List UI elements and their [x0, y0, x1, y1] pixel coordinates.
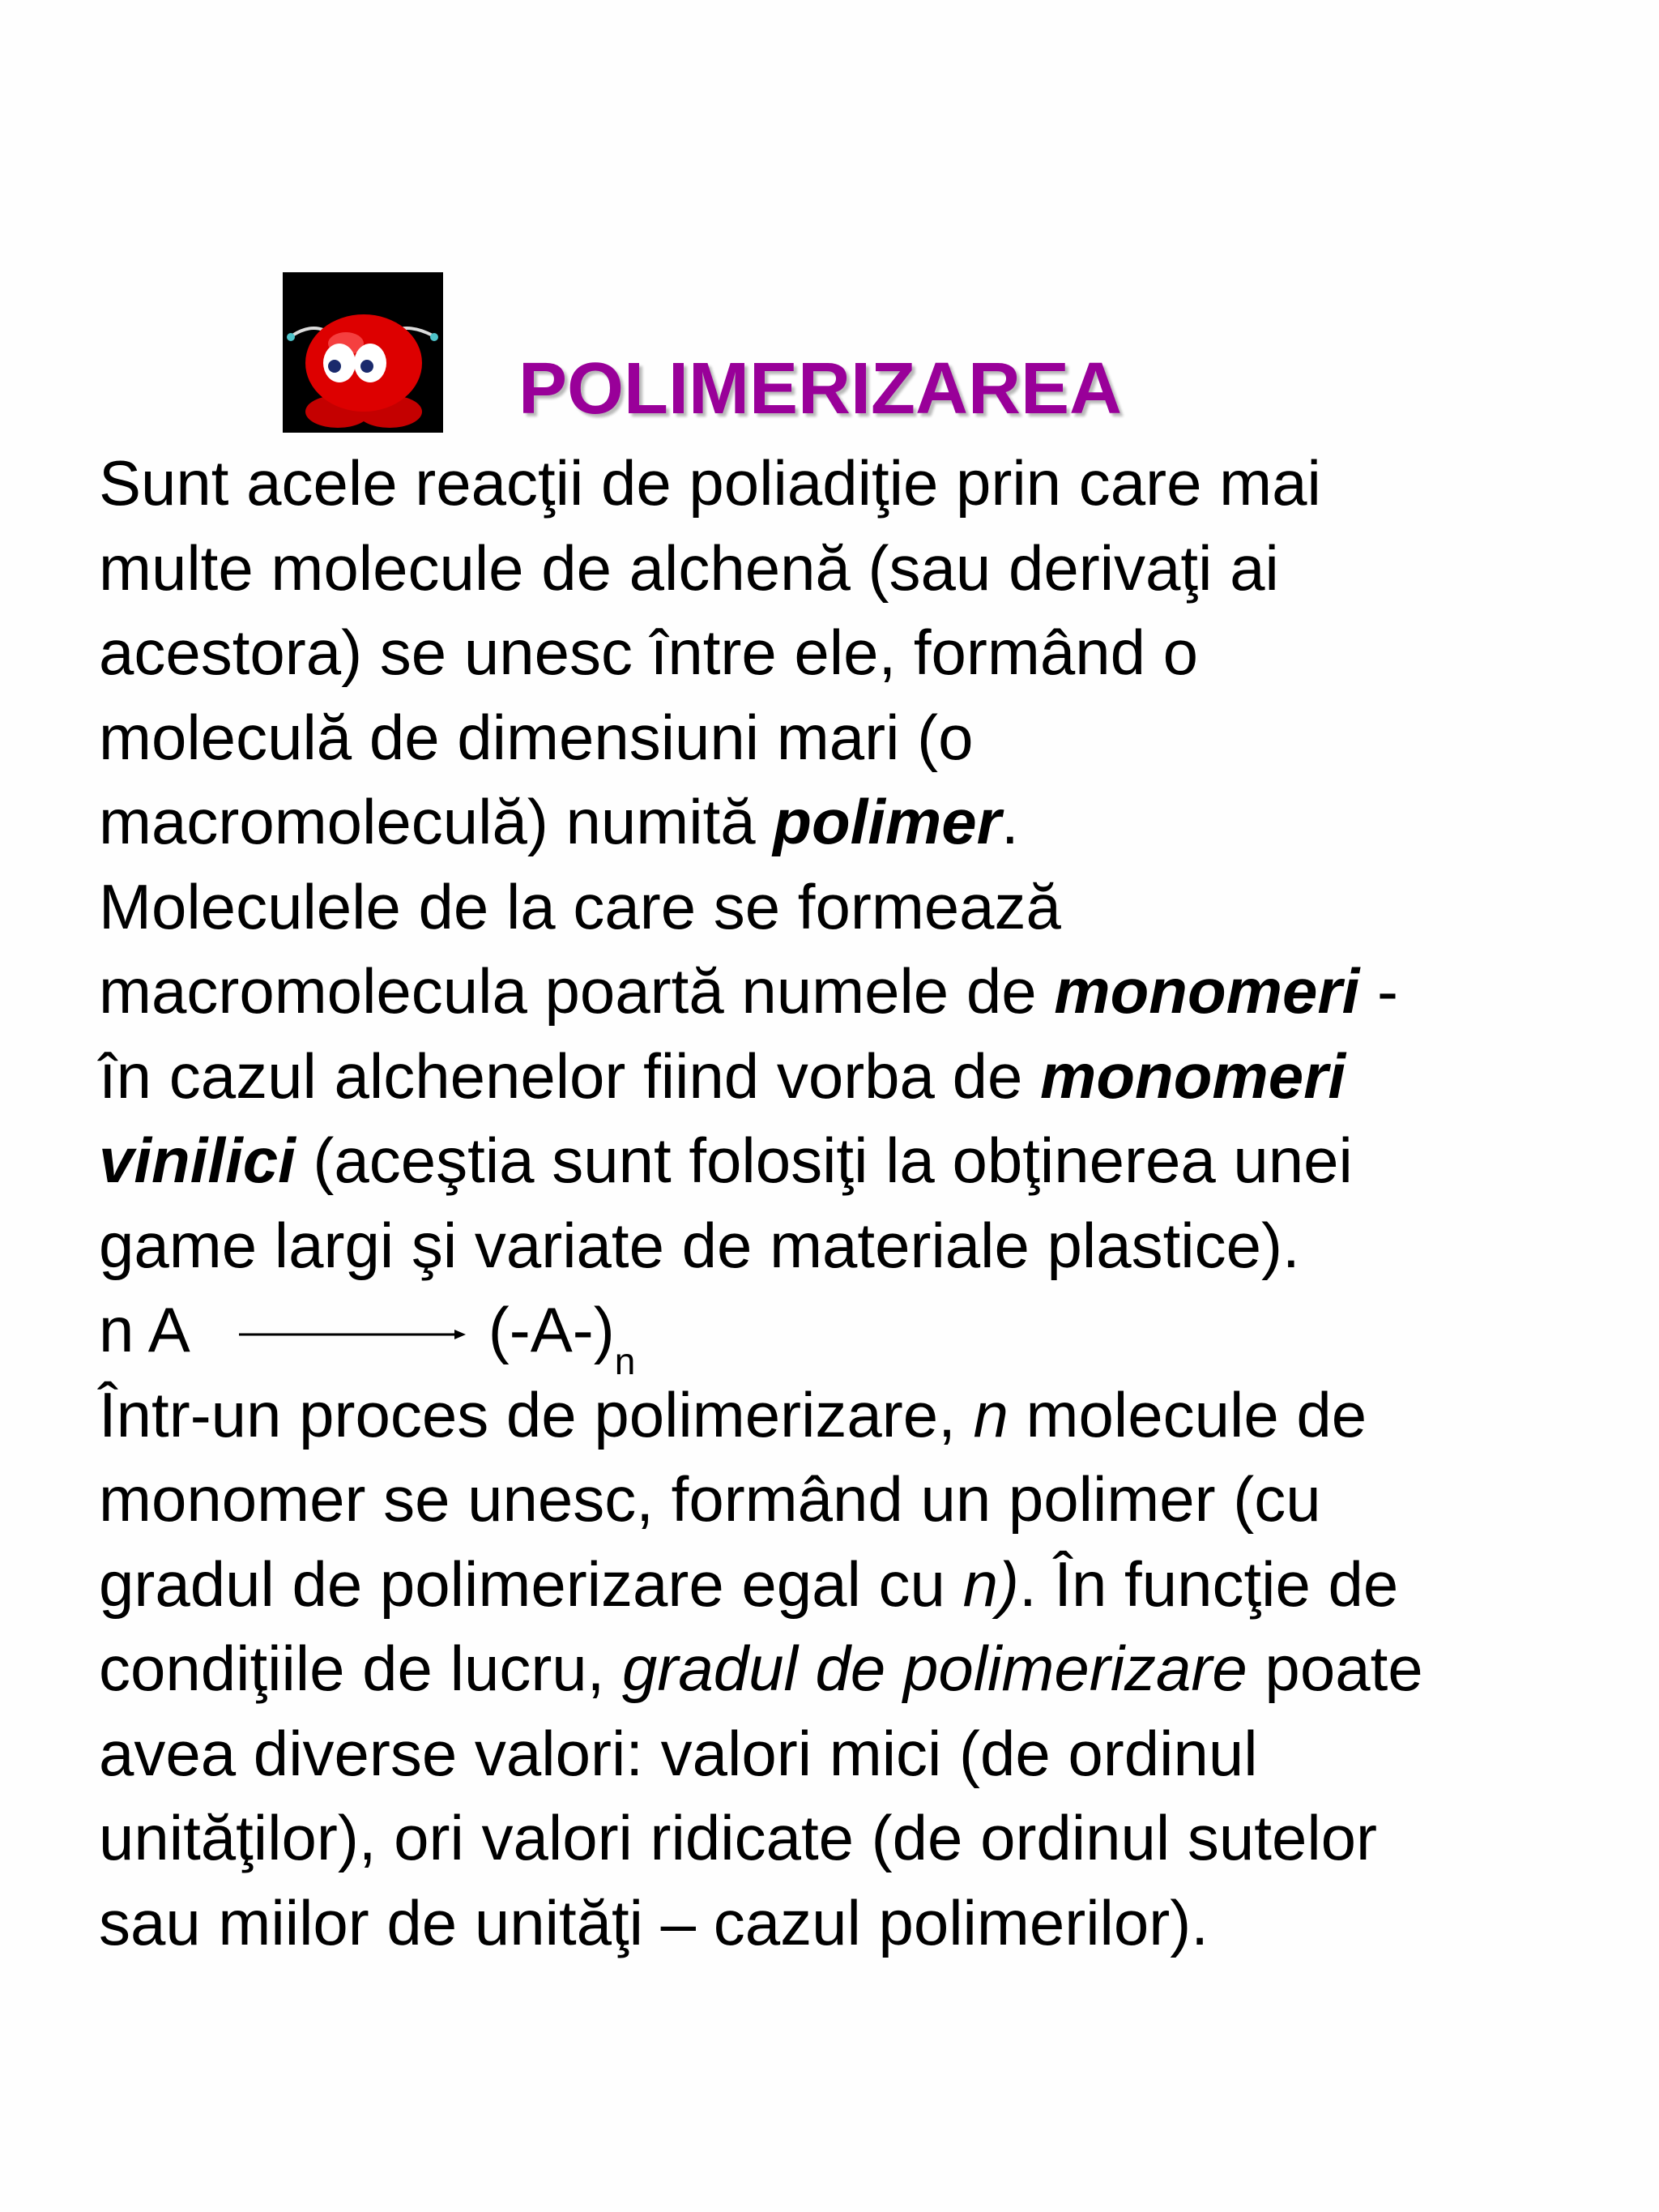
italic-n: n — [973, 1378, 1009, 1450]
equation-product: (-A-) — [488, 1294, 615, 1365]
equation-subscript: n — [614, 1340, 636, 1382]
text-line: Sunt acele reacţii de poliadiţie prin care mai — [99, 447, 1321, 519]
text-line — [99, 1118, 1622, 1203]
red-cartoon-creature-icon — [283, 272, 443, 433]
italic-n: n) — [962, 1548, 1019, 1620]
term-vinilici: vinilici — [99, 1125, 296, 1196]
text-segment: (aceştia sunt folosiţi la obţinerea unei — [295, 1125, 1353, 1196]
text-line — [99, 1542, 1622, 1627]
text-segment: în cazul alchenelor fiind vorba de — [99, 1040, 1041, 1112]
text-line: monomer se unesc, formând un polimer (cu — [99, 1463, 1321, 1535]
text-segment: . În funcţie de — [1018, 1548, 1399, 1620]
term-monomeri: monomeri — [1040, 1040, 1346, 1112]
text-line — [99, 949, 1622, 1034]
mascot-image — [283, 272, 443, 433]
text-segment: poate — [1247, 1633, 1423, 1704]
reaction-arrow-icon — [239, 1322, 466, 1347]
text-line: acestora) se unesc între ele, formând o — [99, 617, 1199, 688]
italic-term: gradul de polimerizare — [622, 1633, 1247, 1704]
text-segment: molecule de — [1008, 1378, 1367, 1450]
text-line: multe molecule de alchenă (sau derivaţi ai — [99, 532, 1279, 604]
text-line — [99, 1373, 1622, 1458]
text-segment: - — [1359, 955, 1399, 1027]
text-segment: gradul de polimerizare egal cu — [99, 1548, 963, 1620]
text-line: unităţilor), ori valori ridicate (de ordinul sutelor — [99, 1802, 1378, 1873]
text-segment: macromoleculă) numită — [99, 786, 774, 857]
text-line — [99, 779, 1622, 865]
body-text — [99, 441, 1622, 1965]
slide-title: POLIMERIZAREA — [518, 348, 1123, 429]
text-line: Moleculele de la care se formează — [99, 870, 1061, 942]
text-line: avea diverse valori: valori mici (de ordinul — [99, 1717, 1258, 1789]
text-segment: Într-un proces de polimerizare, — [99, 1378, 974, 1450]
text-line: game largi şi variate de materiale plastice). — [99, 1209, 1300, 1281]
term-polimer: polimer — [773, 786, 1002, 857]
text-line — [99, 1034, 1622, 1119]
term-monomeri: monomeri — [1054, 955, 1360, 1027]
text-segment: condiţiile de lucru, — [99, 1633, 623, 1704]
text-line: sau miilor de unităţi – cazul polimerilor). — [99, 1886, 1209, 1958]
text-segment: macromolecula poartă numele de — [99, 955, 1055, 1027]
reaction-equation — [99, 1287, 1622, 1382]
text-line — [99, 1626, 1622, 1711]
text-segment: . — [1001, 786, 1019, 857]
text-line: moleculă de dimensiuni mari (o — [99, 701, 974, 773]
equation-reactant: n A — [99, 1294, 190, 1365]
